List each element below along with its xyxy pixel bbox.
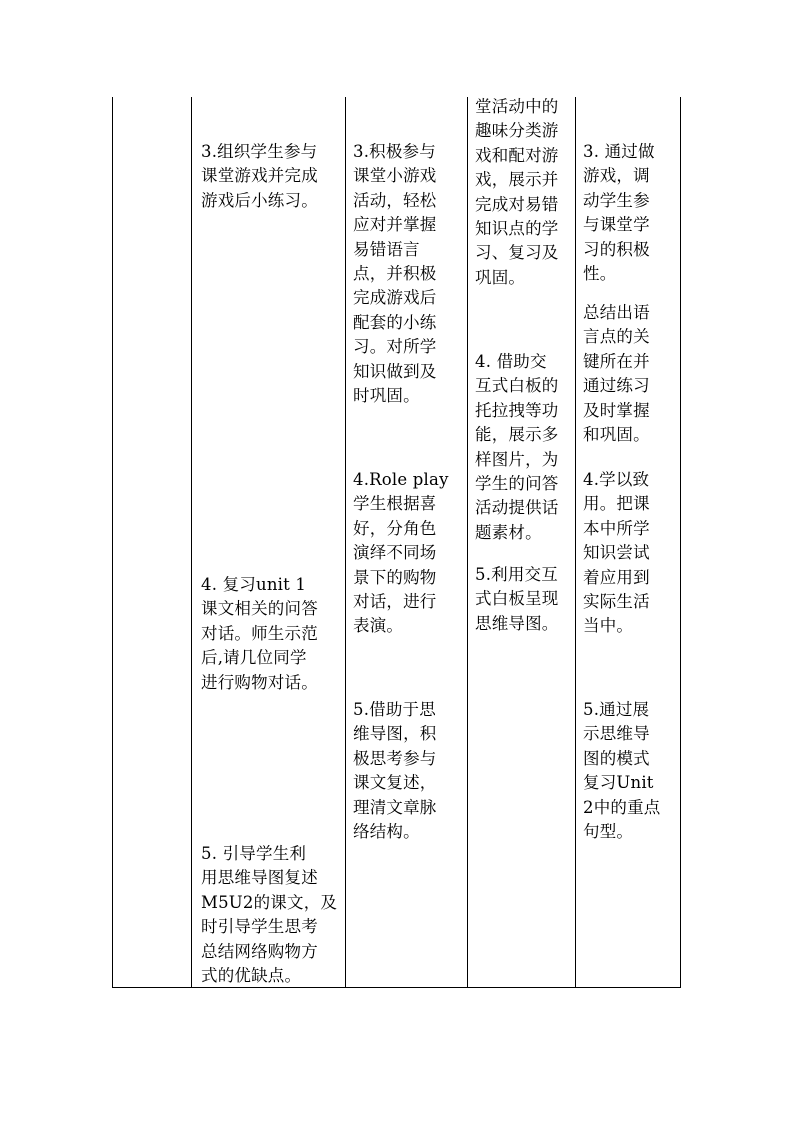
design-intent-5: 5.通过展 示思维导 图的模式 复习Unit 2中的重点 句型。 [583, 700, 661, 842]
teacher-activity-3: 3.组织学生参与 课堂游戏并完成 游戏后小练习。 [201, 142, 318, 210]
student-activity-3: 3.积极参与 课堂小游戏 活动，轻松 应对并掌握 易错语言 点，并积极 完成游戏后 配套的小练 习。对所学 知识做到及 时巩固。 [353, 142, 437, 406]
student-activity-4: 4.Role play 学生根据喜 好，分角色 演绎不同场 景下的购物 对话，进行 表演。 [353, 470, 449, 636]
teacher-activity-4: 4. 复习unit 1 课文相关的问答 对话。师生示范 后,请几位同学 进行购物对话。 [201, 575, 318, 692]
design-intent-3b: 总结出语 言点的关 键所在并 通过练习 及时掌握 和巩固。 [583, 303, 650, 445]
tech-use-3: 堂活动中的 趣味分类游 戏和配对游 戏，展示并 完成对易错 知识点的学 习、复习及 巩固。 [475, 97, 559, 287]
column-divider-4 [575, 97, 576, 988]
column-divider-1 [191, 97, 192, 988]
column-divider-3 [467, 97, 468, 988]
table-border-bottom [112, 987, 681, 988]
table-border-left [112, 97, 113, 988]
tech-use-5: 5.利用交互 式白板呈现 思维导图。 [475, 565, 559, 633]
design-intent-3: 3. 通过做 游戏，调 动学生参 与课堂学 习的积极 性。 [583, 142, 655, 284]
column-divider-2 [345, 97, 346, 988]
design-intent-4: 4.学以致 用。把课 本中所学 知识尝试 着应用到 实际生活 当中。 [583, 470, 650, 636]
tech-use-4: 4. 借助交 互式白板的 托拉拽等功 能，展示多 样图片，为 学生的问答 活动提供话 题素材。 [475, 352, 559, 542]
student-activity-5: 5.借助于思 维导图，积 极思考参与 课文复述， 理清文章脉 络结构。 [353, 700, 437, 842]
table-border-right [680, 97, 681, 988]
teacher-activity-5: 5. 引导学生利 用思维导图复述 M5U2的课文，及 时引导学生思考 总结网络购物方 式的优缺点。 [201, 844, 338, 986]
